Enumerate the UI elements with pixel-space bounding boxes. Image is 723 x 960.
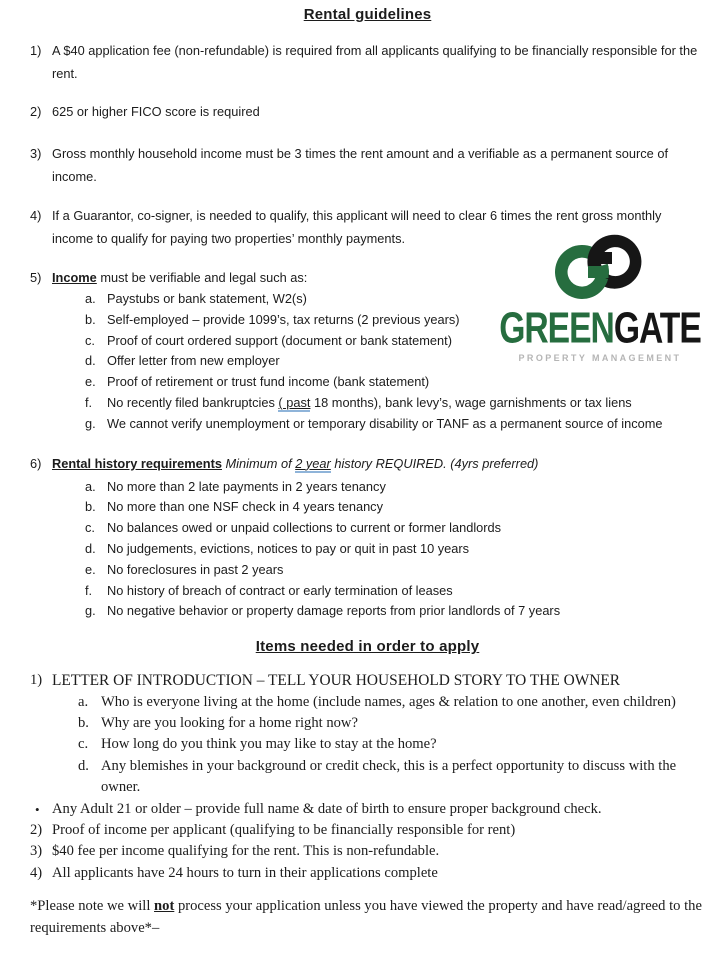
sub-text: Why are you looking for a home right now? — [101, 714, 358, 731]
sub-letter: c. — [78, 736, 89, 753]
sub-text: Offer letter from new employer — [107, 353, 280, 369]
item-number: 2) — [30, 822, 43, 838]
item-text: A $40 application fee (non-refundable) is required from all applicants qualifying to be financially responsible for the rent. — [52, 43, 698, 81]
sub-text: We cannot verify unemployment or temporary disability or TANF as a permanent source of income — [107, 415, 663, 431]
income-label: Income — [52, 270, 97, 285]
sub-letter: b. — [85, 499, 96, 515]
letter-of-introduction-sub-list — [78, 692, 705, 799]
sub-text: No negative behavior or property damage reports from prior landlords of 7 years — [107, 603, 561, 619]
sub-letter: f. — [85, 582, 93, 598]
sub-letter: e. — [85, 561, 96, 577]
sub-letter: a. — [85, 478, 96, 494]
greengate-interlocked-g-icon — [548, 226, 652, 310]
item-text: $40 fee per income qualifying for the rent. This is non-refundable. — [52, 843, 440, 860]
sub-text — [107, 393, 705, 414]
sub-text: Proof of retirement or trust fund income (bank statement) — [107, 374, 430, 390]
item-number: 1) — [30, 672, 43, 689]
apply-item-3 — [30, 841, 705, 862]
footer-post: process your application unless you have viewed the property and have read/agreed to the requirements above*– — [30, 898, 702, 936]
sub-text: Self-employed – provide 1099’s, tax returns (2 previous years) — [107, 311, 460, 327]
item-text: Proof of income per applicant (qualifying to be financially responsible for rent) — [52, 822, 516, 838]
item-number: 3) — [30, 146, 42, 161]
sub-letter: g. — [85, 415, 96, 431]
income-lead-rest: must be verifiable and legal such as: — [96, 270, 308, 285]
sub-text: No more than one NSF check in 4 years tenancy — [107, 499, 383, 515]
sub-item — [85, 393, 705, 414]
footer-pre: *Please note we will — [30, 898, 155, 915]
item-text: Gross monthly household income must be 3 times the rent amount and a verifiable as a permanent source of income. — [52, 146, 669, 184]
item-number: 6) — [30, 455, 42, 471]
page-title: Rental guidelines — [303, 6, 432, 23]
sub-text: No history of breach of contract or early termination of leases — [107, 582, 453, 598]
sub-letter: c. — [85, 520, 95, 536]
sub-text: Who is everyone living at the home (include names, ages & relation to one another, even children) — [101, 693, 676, 710]
sub-text: No more than 2 late payments in 2 years tenancy — [107, 478, 386, 494]
item-number: 2) — [30, 104, 42, 119]
rental-history-italic-pre: Minimum of — [221, 455, 296, 471]
sub-item — [85, 497, 705, 518]
sub-letter: e. — [85, 374, 96, 390]
squiggle-underline-text: 2 year — [295, 455, 331, 471]
sub-item — [78, 734, 705, 755]
sub-text: No balances owed or unpaid collections to current or former landlords — [107, 520, 502, 536]
logo-wordmark — [485, 303, 716, 352]
sub-text: How long do you think you may like to stay at the home? — [101, 736, 437, 753]
adult-bullet-item — [35, 799, 705, 820]
sub-text: Proof of court ordered support (document or bank statement) — [107, 332, 452, 348]
sub-item — [85, 372, 705, 393]
sub-item — [85, 477, 705, 498]
sub-item — [85, 539, 705, 560]
item-text: LETTER OF INTRODUCTION – TELL YOUR HOUSEHOLD STORY TO THE OWNER — [52, 672, 621, 690]
sub-text: No judgements, evictions, notices to pay or quit in past 10 years — [107, 540, 470, 556]
sub-item — [85, 414, 705, 435]
apply-item-4 — [30, 863, 705, 884]
item-number: 4) — [30, 208, 42, 223]
sub-item — [85, 518, 705, 539]
sub-text-post: 18 months), bank levy’s, wage garnishments or tax liens — [310, 394, 632, 410]
apply-section — [30, 670, 705, 939]
sub-letter: c. — [85, 332, 95, 348]
item-number: 5) — [30, 270, 42, 285]
sub-item — [85, 601, 705, 622]
sub-item — [85, 560, 705, 581]
sub-text-pre: No recently filed bankruptcies — [107, 394, 279, 410]
footer-not-emphasis: not — [154, 898, 175, 915]
item-number: 1) — [30, 43, 42, 58]
squiggle-underline-text: ( past — [278, 394, 311, 410]
sub-text: Any blemishes in your background or credit check, this is a perfect opportunity to discuss with the owner. — [101, 757, 677, 796]
sub-item — [78, 756, 705, 799]
sub-letter: b. — [78, 714, 89, 731]
rental-history-italic-post: history REQUIRED. (4yrs preferred) — [330, 455, 539, 471]
apply-item-1 — [30, 670, 705, 691]
item-number: 4) — [30, 864, 43, 881]
bullet-marker: • — [35, 801, 40, 817]
logo-green-text: GREEN — [499, 303, 614, 352]
sub-item — [78, 692, 705, 713]
guideline-item-2 — [30, 100, 705, 123]
rental-history-label: Rental history requirements — [52, 455, 222, 471]
item-text: 625 or higher FICO score is required — [52, 104, 260, 119]
sub-letter: d. — [78, 757, 89, 774]
sub-item — [78, 713, 705, 734]
guideline-item-3 — [30, 142, 705, 188]
item-text — [52, 452, 705, 475]
logo-gate-text: GATE — [613, 303, 701, 352]
sub-letter: b. — [85, 311, 96, 327]
bullet-text: Any Adult 21 or older – provide full name & date of birth to ensure proper background check. — [52, 800, 602, 817]
sub-letter: g. — [85, 603, 96, 619]
item-text: If a Guarantor, co-signer, is needed to qualify, this applicant will need to clear 6 times the rent gross monthly income to qualify for paying two properties’ monthly payments. — [52, 208, 662, 246]
guideline-item-1 — [30, 39, 705, 85]
logo-subtitle: PROPERTY MANAGEMENT — [518, 353, 682, 363]
guideline-item-6 — [30, 452, 705, 475]
apply-item-2 — [30, 820, 705, 841]
rental-history-sub-list — [85, 477, 705, 623]
item-number: 3) — [30, 843, 43, 860]
apply-section-title: Items needed in order to apply — [255, 638, 480, 656]
sub-letter: d. — [85, 540, 96, 556]
sub-text: No foreclosures in past 2 years — [107, 561, 284, 577]
item-text: All applicants have 24 hours to turn in their applications complete — [52, 864, 438, 881]
greengate-logo — [487, 226, 713, 363]
footer-note — [30, 896, 705, 939]
sub-item — [85, 581, 705, 602]
sub-text: Paystubs or bank statement, W2(s) — [107, 291, 307, 306]
sub-letter: f. — [85, 394, 93, 410]
sub-letter: d. — [85, 353, 96, 369]
sub-letter: a. — [78, 693, 89, 710]
sub-letter: a. — [85, 291, 96, 306]
